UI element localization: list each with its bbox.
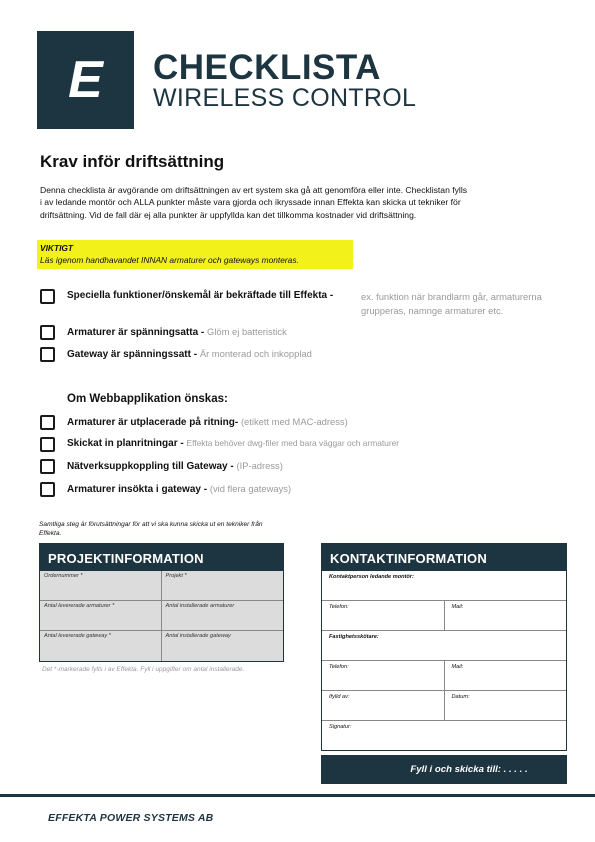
checklist-item [40,290,333,304]
delivered-gateway-field[interactable]: Antal levererade gateway * [40,631,162,661]
contact-info-title: KONTAKTINFORMATION [322,544,566,571]
property-manager-field[interactable] [322,631,566,660]
checklist-hint: Effekta behöver dwg-filer med bara väggar och armaturer [186,438,400,448]
checkbox[interactable] [40,437,55,452]
delivered-fixtures-field[interactable]: Antal levererade armaturer * [40,601,162,631]
mail-field[interactable]: Mail: [444,601,567,630]
effekta-logo [37,31,134,129]
checklist-item [40,460,283,474]
checklist-label: Armaturer insökta i gateway - [67,484,208,495]
checklist-item [40,483,291,497]
project-field[interactable]: Projekt * [162,571,284,601]
send-button[interactable]: Fyll i och skicka till: . . . . . [321,755,567,784]
checkbox[interactable] [40,415,55,430]
project-info-panel [39,543,284,662]
contact-info-panel [321,543,567,751]
important-text: Läs igenom handhavandet INNAN armaturer och gateways monteras. [40,255,299,265]
intro-text: Denna checklista är avgörande om driftsättningen av ert system ska gå att genomföra eller inte. Checklistan fylls i av ledande montör och ALLA punkter måste vara gjorda och ikryssade innan Effekta kan skicka ut tekniker för driftsättning. Vid de fall där ej alla punkter är uppfyllda kan det tillkomma kostnader vid driftsättning. [40,185,468,220]
lead-installer-label: Kontaktperson ledande montör: [329,574,414,580]
checklist-label: Speciella funktioner/önskemål är bekräftade till Effekta - [67,290,334,301]
checklist-item [40,326,287,340]
signature-field[interactable]: Signatur: [329,724,352,730]
project-info-title: PROJEKTINFORMATION [40,544,283,571]
checkbox[interactable] [40,325,55,340]
checklist-label: Gateway är spänningssatt - [67,349,198,360]
checklist-hint: ex. funktion när brandlarm går, armaturerna grupperas, namnge armaturer etc. [361,291,542,316]
checklist-hint: Är monterad och inkopplad [199,348,312,359]
logo-letter: E [68,51,103,109]
company-name: EFFEKTA POWER SYSTEMS AB [48,812,214,824]
prerequisite-note: Samtliga steg är förutsättningar för att vi ska kunna skicka ut en tekniker från Effekta. [39,521,263,537]
phone-field[interactable]: Telefon: [329,604,349,610]
checkbox[interactable] [40,459,55,474]
checklist-item [40,348,312,362]
footer-divider [0,794,595,797]
checklist-hint: (etikett med MAC-adress) [240,416,348,427]
checklist-hint: Glöm ej batteristick [207,326,287,337]
date-field[interactable]: Datum: [444,691,567,720]
page-title: CHECKLISTA [153,48,381,87]
web-app-heading: Om Webbapplikation önskas: [67,393,228,405]
phone2-field[interactable]: Telefon: [329,664,349,670]
filled-by-field[interactable]: Ifylld av: [329,694,350,700]
installed-fixtures-field[interactable]: Antal installerade armaturer [162,601,284,631]
checkbox[interactable] [40,482,55,497]
lead-installer-field[interactable] [322,571,566,600]
mail2-field[interactable]: Mail: [444,661,567,690]
checklist-item [40,416,348,430]
checklist-label: Armaturer är spänningsatta - [67,327,205,338]
section-heading: Krav inför driftsättning [40,152,225,171]
checklist-item [40,438,399,452]
important-notice [37,240,353,269]
checklist-label: Nätverksuppkoppling till Gateway - [67,461,234,472]
checklist-label: Armaturer är utplacerade på ritning- [67,417,239,428]
checklist-hint: (IP-adress) [236,460,283,471]
important-title: VIKTIGT [40,243,74,253]
checklist-hint: (vid flera gateways) [209,483,292,494]
checkbox[interactable] [40,289,55,304]
page-subtitle: WIRELESS CONTROL [153,84,417,112]
property-manager-label: Fastighetsskötare: [329,634,379,640]
checkbox[interactable] [40,347,55,362]
checklist-label: Skickat in planritningar - [67,438,184,449]
project-footnote: Det *-markerade fylls i av Effekta. Fyll i uppgifter om antal installerade. [42,666,245,673]
installed-gateway-field[interactable]: Antal installerade gateway [165,633,231,639]
order-number-field[interactable]: Ordernummer * [40,571,162,601]
